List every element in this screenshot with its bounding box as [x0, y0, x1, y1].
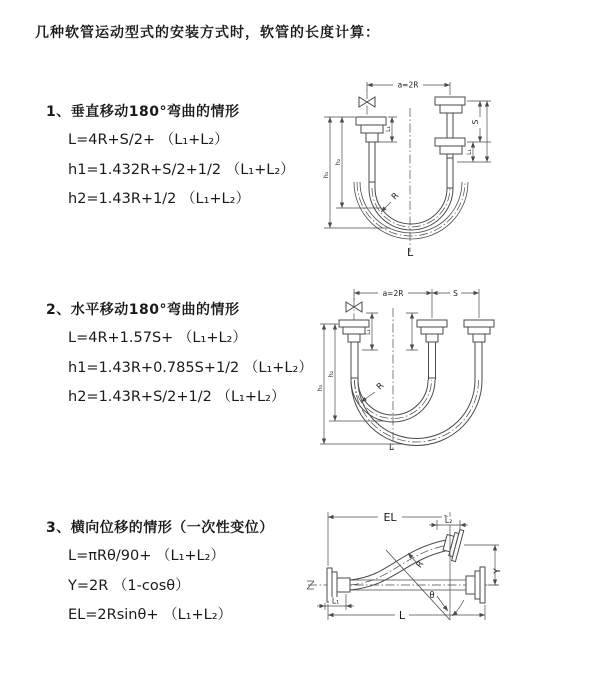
radius-label: R [389, 190, 402, 203]
dim-l2-label: L₂ [444, 516, 453, 525]
braid-left [369, 142, 375, 182]
dim-fitting-label: L₁ [365, 329, 372, 335]
dim-fitting-left-label: L₁ [385, 126, 392, 132]
braid-left [351, 342, 358, 378]
dim-h2-label: h₂ [327, 370, 335, 378]
diagram-lateral-svg [298, 500, 600, 675]
length-label: L [389, 443, 394, 453]
dim-fitting [362, 313, 418, 350]
section-1-heading: 1、垂直移动180°弯曲的情形 [46, 104, 240, 120]
dim-stroke-label: S [453, 289, 458, 298]
section-1-formula-h1: h1=1.432R+S/2+1/2 （L₁+L₂） [68, 161, 295, 178]
fitting-right-upper [435, 97, 465, 138]
section-3-formula-el: EL=2Rsinθ+ （L₁+L₂） [68, 607, 233, 623]
section-2-formula-h2: h2=1.43R+S/2+1/2 （L₁+L₂） [68, 389, 286, 405]
flange-right-original [466, 567, 485, 603]
section-3-heading: 3、横向位移的情形（一次性变位） [46, 520, 274, 536]
section-2-formula-h1: h1=1.43R+0.785S+1/2 （L₁+L₂） [68, 359, 313, 376]
section-1-formula-h2: h2=1.43R+1/2 （L₁+L₂） [68, 191, 250, 207]
hose-u-bends [351, 342, 482, 446]
hose-u-bend [354, 142, 468, 239]
section-2-heading: 2、水平移动180°弯曲的情形 [46, 302, 240, 318]
radius-label: R [414, 559, 427, 571]
fitting-middle [417, 320, 447, 342]
diagram-lateral [298, 500, 600, 675]
diagram-horizontal-bend [308, 280, 598, 460]
braid-right [447, 158, 453, 188]
dim-h1-label: h₁ [316, 384, 324, 392]
diagram-vertical-bend [310, 70, 590, 260]
dim-stroke-label: S [471, 119, 480, 125]
dim-h2-label: h₂ [334, 158, 342, 166]
dim-span-label: a=2R [382, 289, 404, 298]
section-2-formula-l: L=4R+1.57S+ （L₁+L₂） [68, 330, 247, 346]
dim-h1 [322, 117, 390, 228]
dim-length [328, 604, 485, 622]
diagram-horizontal-bend-svg [308, 280, 598, 460]
section-1 [46, 101, 316, 221]
fitting-left [356, 117, 386, 142]
dim-l1-label: L₁ [331, 596, 340, 606]
section-3-formula-y: Y=2R （1-cosθ） [68, 577, 190, 594]
dim-span [367, 80, 450, 95]
radius-label: R [374, 380, 387, 393]
section-3 [46, 517, 316, 637]
dim-fitting-right-label: L₁ [466, 149, 473, 155]
flange-upper-displaced [441, 527, 464, 562]
dim-l2 [429, 516, 468, 530]
dim-l1 [317, 594, 354, 610]
angle-theta-label: θ [429, 591, 435, 601]
fitting-right-lower [435, 138, 465, 154]
section-1-formula-l: L=4R+S/2+ （L₁+L₂） [68, 132, 229, 148]
section-3-formula-l: L=πRθ/90+ （L₁+L₂） [68, 548, 225, 564]
dim-h1-label: h₁ [322, 171, 330, 179]
dim-span [354, 289, 479, 319]
length-label: L [407, 246, 414, 259]
dim-span-label: a=2R [397, 80, 419, 90]
page-title: 几种软管运动型式的安装方式时，软管的长度计算： [35, 25, 380, 41]
dim-el-label: EL [383, 511, 397, 524]
section-2 [46, 299, 316, 419]
diagram-vertical-bend-svg [310, 70, 590, 260]
dim-el [328, 511, 453, 566]
braid-middle [429, 342, 436, 378]
dim-length-label: L [398, 609, 406, 622]
radius-callout [381, 191, 401, 212]
dim-y-label: Y [493, 568, 503, 574]
radius-callout [361, 381, 386, 402]
fitting-right-moved [464, 320, 494, 342]
